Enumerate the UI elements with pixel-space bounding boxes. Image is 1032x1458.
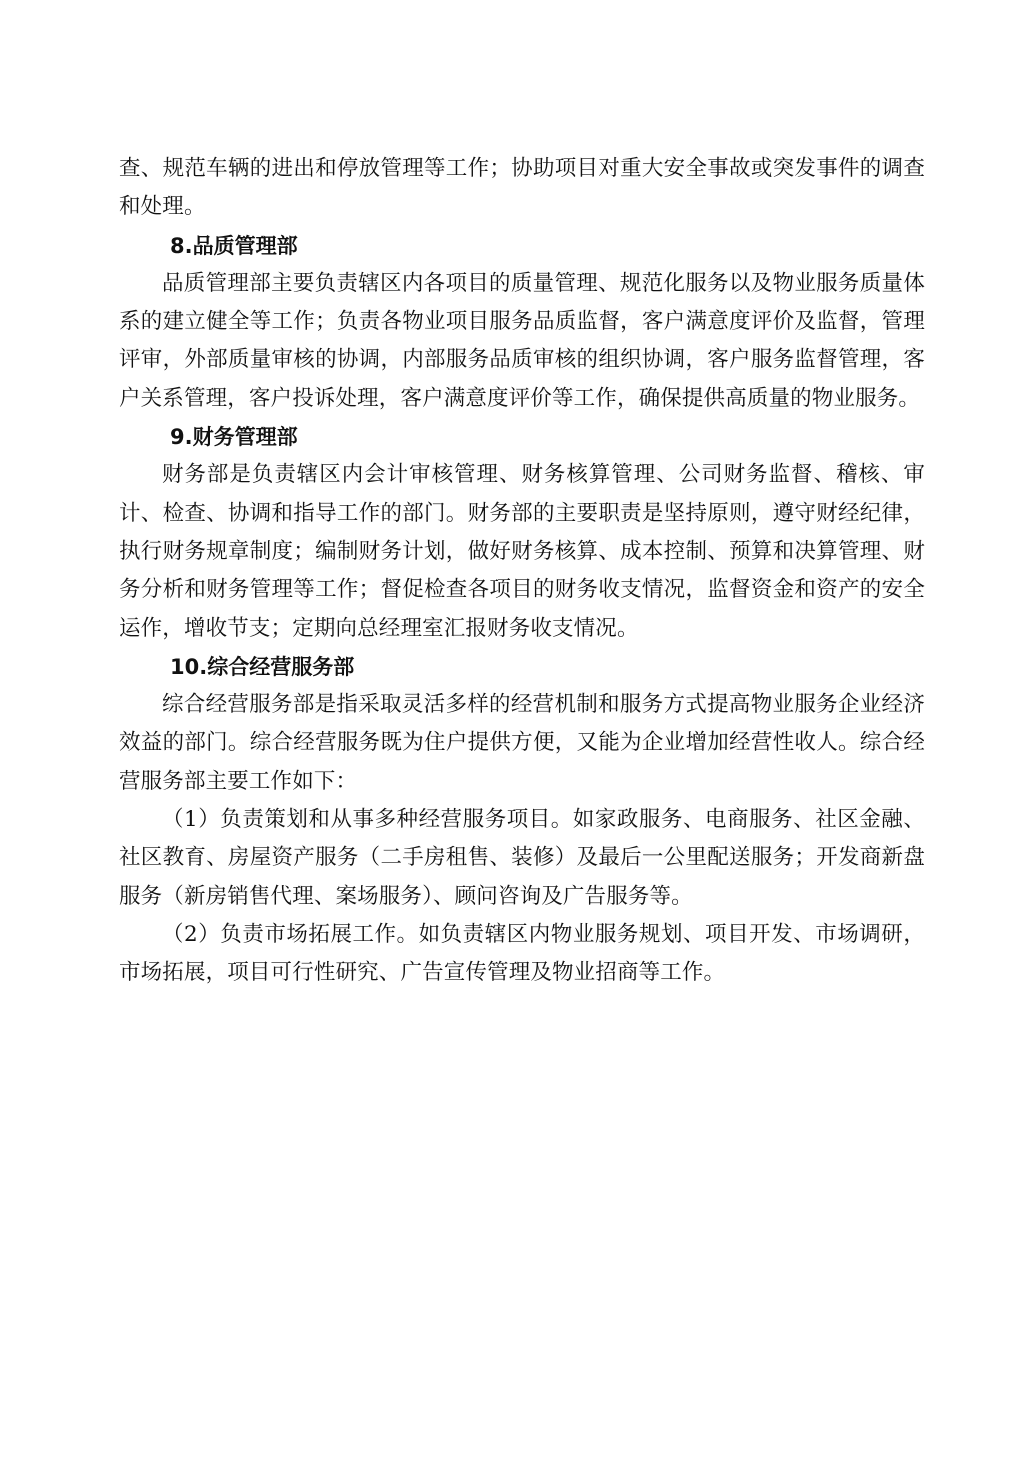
finance-paragraph: 财务部是负责辖区内会计审核管理、财务核算管理、公司财务监督、稽核、审计、检查、协调和指导工作的部门。财务部的主要职责是坚持原则，遵守财经纪律，执行财务规章制度；编制财务计划，做好财务核算、成本控制、预算和决算管理、财务分析和财务管理等工作；督促检查各项目的财务收支情况，监督资金和资产的安全运作，增收节支；定期向总经理室汇报财务收支情况。 [119, 462, 925, 641]
section-heading-finance: 9.财务管理部 [170, 425, 298, 450]
business-intro-paragraph: 综合经营服务部是指采取灵活多样的经营机制和服务方式提高物业服务企业经济效益的部门。综合经营服务既为住户提供方便，又能为企业增加经营性收人。综合经营服务部主要工作如下： [119, 692, 925, 794]
section-heading-business: 10.综合经营服务部 [170, 654, 355, 679]
business-item-2-paragraph: （2）负责市场拓展工作。如负责辖区内物业服务规划、项目开发、市场调研，市场拓展，项目可行性研究、广告宣传管理及物业招商等工作。 [119, 921, 925, 986]
business-item-1-paragraph: （1）负责策划和从事多种经营服务项目。如家政服务、电商服务、社区金融、社区教育、房屋资产服务（二手房租售、装修）及最后一公里配送服务；开发商新盘服务（新房销售代理、案场服务）、顾问咨询及广告服务等。 [119, 807, 925, 909]
continuation-paragraph: 查、规范车辆的进出和停放管理等工作；协助项目对重大安全事故或突发事件的调查和处理。 [119, 156, 925, 220]
document-page [119, 150, 925, 993]
section-heading-quality: 8.品质管理部 [170, 233, 298, 258]
quality-paragraph: 品质管理部主要负责辖区内各项目的质量管理、规范化服务以及物业服务质量体系的建立健全等工作；负责各物业项目服务品质监督，客户满意度评价及监督，管理评审，外部质量审核的协调，内部服务品质审核的组织协调，客户服务监督管理，客户关系管理，客户投诉处理，客户满意度评价等工作，确保提供高质量的物业服务。 [119, 270, 925, 411]
